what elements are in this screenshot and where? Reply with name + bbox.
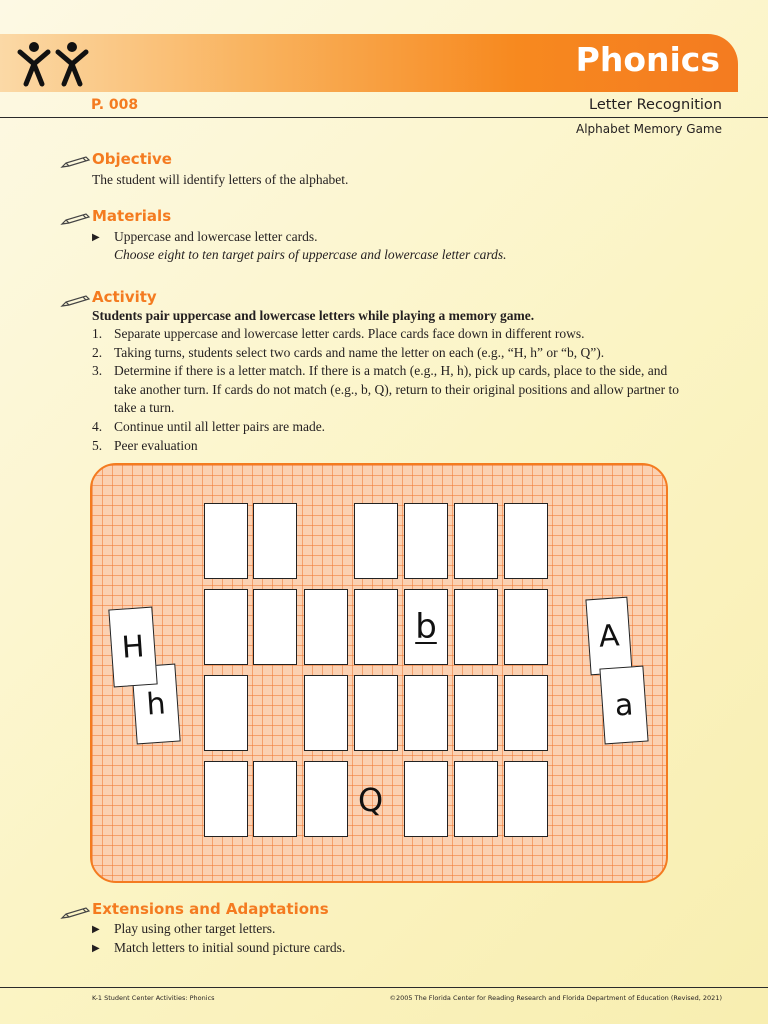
extensions-heading: Extensions and Adaptations (92, 900, 329, 918)
face-down-card (504, 761, 548, 837)
bullet-triangle-icon: ▶ (92, 924, 100, 935)
face-down-card (404, 675, 448, 751)
face-down-card (253, 589, 297, 665)
face-down-card (454, 589, 498, 665)
header-banner (0, 34, 738, 92)
step-item: 5. Peer evaluation (92, 437, 198, 453)
pencil-icon (60, 906, 92, 920)
extension-item: ▶ Play using other target letters. (92, 920, 275, 940)
footer-right: ©2005 The Florida Center for Reading Research and Florida Department of Education (Revised, 2021) (389, 994, 722, 1002)
face-down-card (504, 503, 548, 579)
step-item: 1. Separate uppercase and lowercase letter cards. Place cards face down in different rows. (92, 326, 585, 341)
objective-text: The student will identify letters of the alphabet. (92, 172, 349, 187)
face-down-card (204, 503, 248, 579)
face-down-card (304, 761, 348, 837)
face-down-card (354, 503, 398, 579)
footer-left: K-1 Student Center Activities: Phonics (92, 994, 215, 1002)
activity-steps (92, 325, 692, 455)
bullet-triangle-icon: ▶ (92, 232, 100, 243)
face-down-card (253, 503, 297, 579)
face-down-card (204, 675, 248, 751)
materials-heading: Materials (92, 207, 172, 225)
pencil-icon (60, 155, 92, 169)
face-down-card (354, 675, 398, 751)
activity-name: Alphabet Memory Game (576, 122, 722, 136)
face-down-card (504, 589, 548, 665)
page-code: P. 008 (91, 97, 139, 113)
letter-card-b: b (404, 589, 448, 665)
face-down-card (454, 503, 498, 579)
page-title: Phonics (575, 40, 720, 79)
face-down-card (304, 675, 348, 751)
activity-heading: Activity (92, 288, 157, 306)
face-down-card (204, 761, 248, 837)
materials-item: ▶ Uppercase and lowercase letter cards. (92, 228, 318, 248)
face-down-card (404, 761, 448, 837)
letter-card-lowercase-a: a (599, 666, 648, 745)
subject-title: Letter Recognition (589, 97, 722, 113)
two-people-icon (14, 40, 94, 88)
header-divider (0, 117, 768, 118)
pencil-icon (60, 212, 92, 226)
face-down-card (253, 761, 297, 837)
step-item: 2. Taking turns, students select two cards and name the letter on each (e.g., “H, h” or “b, Q”). (92, 344, 605, 360)
bullet-triangle-icon: ▶ (92, 943, 100, 954)
face-down-card (354, 589, 398, 665)
letter-card-lowercase-h: h (131, 664, 180, 745)
step-item: 4. Continue until all letter pairs are made. (92, 418, 326, 434)
letter-card-uppercase-h: H (108, 607, 157, 688)
face-down-card (404, 503, 448, 579)
objective-heading: Objective (92, 150, 172, 168)
face-down-card (504, 675, 548, 751)
letter-card-uppercase-a: A (585, 597, 632, 676)
face-down-card (304, 589, 348, 665)
face-down-card (454, 675, 498, 751)
step-item: 3. Determine if there is a letter match. If there is a match (e.g., H, h), pick up cards, place to the side, and take another turn. If cards do not match (e.g., b, Q), return to their original positions and allow partner to take a turn. (92, 363, 679, 416)
pencil-icon (60, 294, 92, 308)
face-down-card (204, 589, 248, 665)
materials-note: Choose eight to ten target pairs of uppercase and lowercase letter cards. (114, 247, 507, 262)
memory-game-illustration (90, 463, 668, 883)
face-down-card (454, 761, 498, 837)
footer-divider (0, 987, 768, 988)
extension-item: ▶ Match letters to initial sound picture cards. (92, 939, 345, 959)
letter-q: Q (358, 781, 384, 819)
activity-intro: Students pair uppercase and lowercase letters while playing a memory game. (92, 308, 535, 323)
